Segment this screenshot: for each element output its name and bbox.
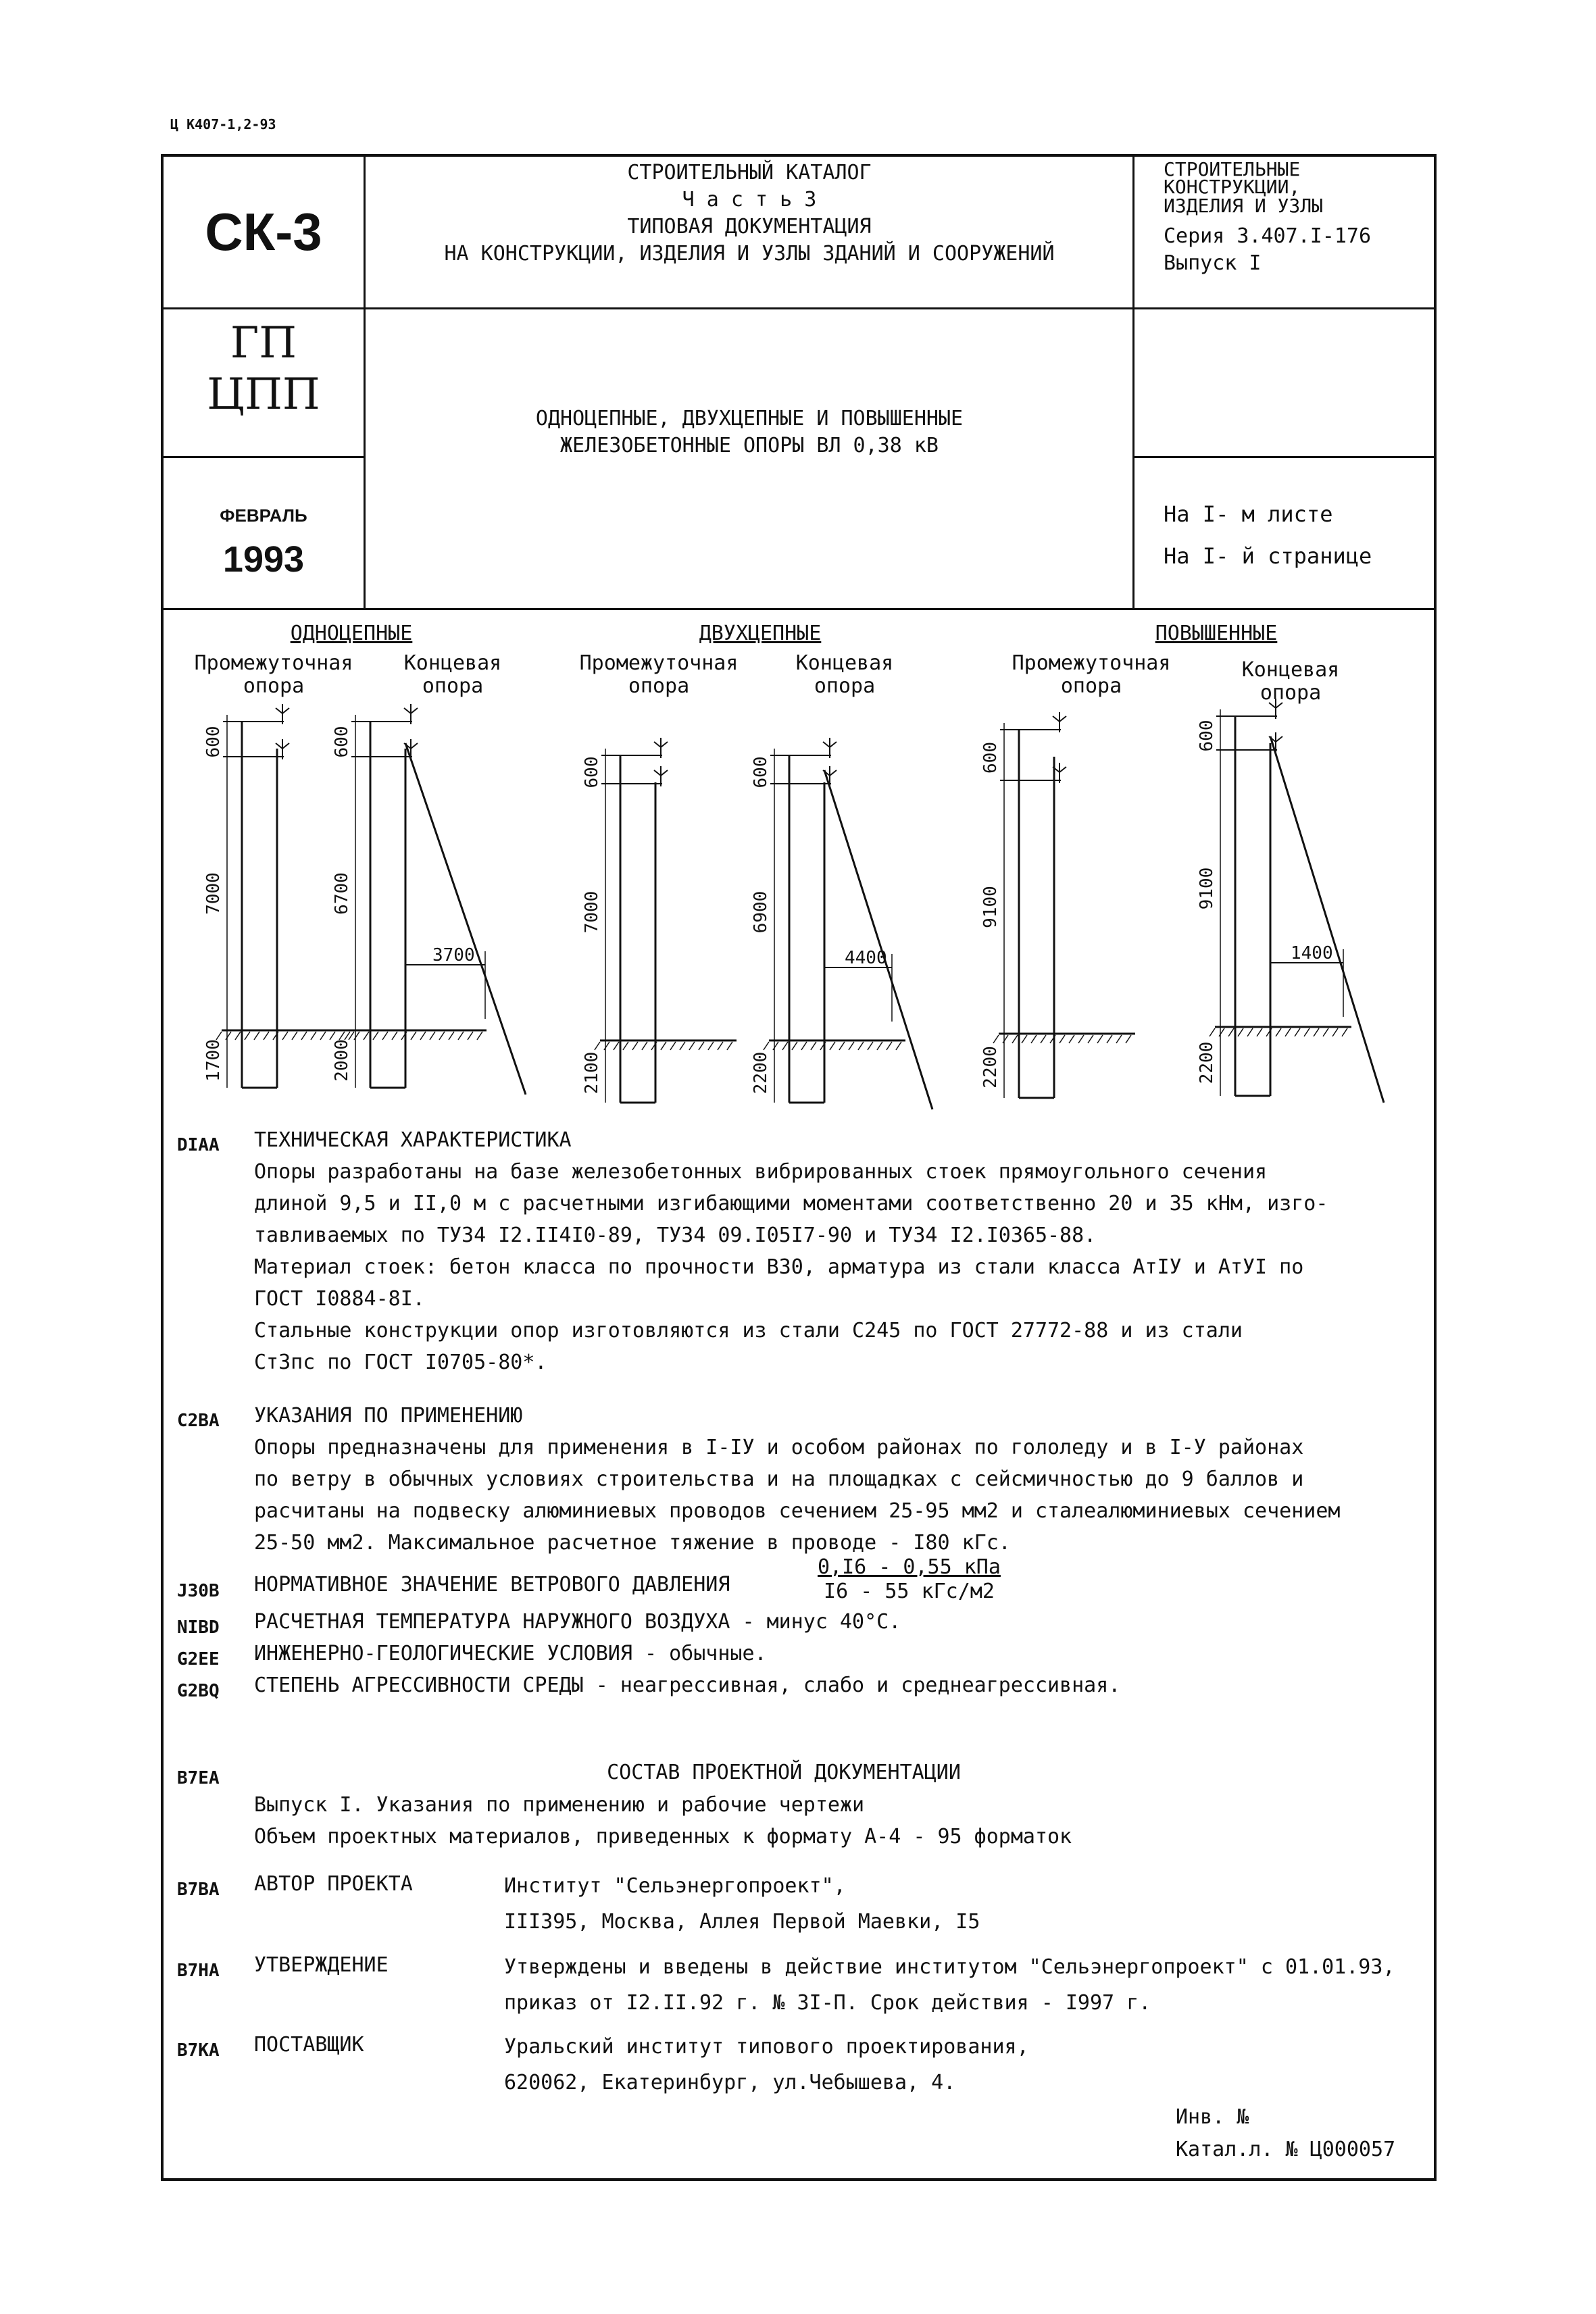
catalog-footer — [1176, 2101, 1395, 2166]
ground-hatch — [1210, 1028, 1215, 1036]
series-line: СТРОИТЕЛЬНЫЕ — [1164, 158, 1301, 180]
ground-hatch — [595, 1042, 600, 1050]
approval-label: УТВЕРЖДЕНИЕ — [254, 1953, 389, 1977]
ground-hatch — [1219, 1028, 1224, 1036]
ground-hatch — [792, 1042, 797, 1050]
code-geo: G2EE — [177, 1649, 220, 1669]
ground-hatch — [1003, 1035, 1008, 1043]
code-aggr: G2BQ — [177, 1681, 220, 1701]
ground-hatch — [877, 1042, 882, 1050]
group-title-single: ОДНОЦЕПНЫЕ — [290, 622, 413, 645]
code-composition: B7EA — [177, 1768, 220, 1788]
ground-hatch — [330, 1032, 335, 1040]
ground-hatch — [1116, 1035, 1122, 1043]
catalog-line: Ч а с т ь 3 — [682, 188, 817, 211]
text-line: 25-50 мм2. Максимальное расчетное тяжение в проводе - I80 кГс. — [254, 1531, 1011, 1555]
wind-title: НОРМАТИВНОЕ ЗНАЧЕНИЕ ВЕТРОВОГО ДАВЛЕНИЯ — [254, 1573, 730, 1596]
text-line: расчитаны на подвеску алюминиевых проводов сечением 25-95 мм2 и сталеалюминиевых сечением — [254, 1499, 1341, 1523]
text-line: ГОСТ I0884-8I. — [254, 1287, 425, 1311]
ground-hatch — [1304, 1028, 1310, 1036]
ground-hatch — [1285, 1028, 1291, 1036]
ground-hatch — [623, 1042, 628, 1050]
brace-dimension-label: 1400 — [1291, 943, 1333, 963]
height-dimension-label: 6900 — [751, 890, 771, 934]
supplier-label: ПОСТАВЩИК — [254, 2033, 364, 2057]
ground-hatch — [689, 1042, 695, 1050]
ground-hatch — [477, 1032, 482, 1040]
ground-hatch — [282, 1032, 288, 1040]
ground-hatch — [1097, 1035, 1103, 1043]
height-dimension-label: 7000 — [203, 872, 224, 915]
ground-hatch — [1257, 1028, 1262, 1036]
ground-hatch — [699, 1042, 704, 1050]
text-line: тавливаемых по ТУ34 I2.II4I0-89, ТУ34 09.I05I7-90 и ТУ34 I2.I0365-88. — [254, 1224, 1097, 1247]
ground-hatch — [632, 1042, 638, 1050]
ground-hatch — [811, 1042, 816, 1050]
ground-hatch — [292, 1032, 297, 1040]
section-title: УКАЗАНИЯ ПО ПРИМЕНЕНИЮ — [254, 1404, 523, 1428]
org-line: ЦПП — [207, 370, 320, 420]
depth-dimension-label: 2200 — [980, 1046, 1001, 1088]
depth-dimension-label: 2200 — [1197, 1041, 1217, 1084]
insulator-icon — [1276, 736, 1282, 742]
depth-dimension-label: 1700 — [203, 1039, 224, 1082]
insulator-icon — [1269, 703, 1276, 708]
text-line: Утверждены и введены в действие институтом "Сельэнергопроект" с 01.01.93, — [504, 1955, 1395, 1979]
ground-hatch — [1295, 1028, 1300, 1036]
ground-hatch — [1031, 1035, 1037, 1043]
catalog-line: СТРОИТЕЛЬНЫЙ КАТАЛОГ — [627, 161, 872, 184]
ground-hatch — [1247, 1028, 1253, 1036]
ground-hatch — [1314, 1028, 1319, 1036]
ground-hatch — [896, 1042, 901, 1050]
catalog-line: НА КОНСТРУКЦИИ, ИЗДЕЛИЯ И УЗЛЫ ЗДАНИЙ И СООРУЖЕНИЙ — [444, 242, 1055, 266]
insulator-icon — [276, 743, 282, 749]
height-dimension-label: 9100 — [1197, 867, 1217, 910]
series-line: ИЗДЕЛИЯ И УЗЛЫ — [1164, 195, 1324, 217]
insulator-icon — [830, 742, 837, 747]
text-line: Выпуск I. Указания по применению и рабочие чертежи — [254, 1793, 865, 1817]
top-dimension-label: 600 — [203, 726, 224, 758]
ground-hatch — [420, 1032, 426, 1040]
wind-fraction — [818, 1555, 1001, 1604]
insulator-icon — [276, 708, 282, 713]
year: 1993 — [222, 539, 305, 580]
code-temp: NIBD — [177, 1617, 220, 1638]
depth-dimension-label: 2000 — [332, 1039, 352, 1082]
ground-hatch — [468, 1032, 473, 1040]
ground-hatch — [782, 1042, 788, 1050]
ground-hatch — [1078, 1035, 1084, 1043]
ground-hatch — [226, 1032, 231, 1040]
group-title-double: ДВУХЦЕПНЫЕ — [699, 622, 822, 645]
strut-line — [1270, 736, 1384, 1103]
code-supplier: B7KA — [177, 2040, 220, 2061]
org-line: ГП — [230, 318, 297, 368]
top-dimension-label: 600 — [1197, 720, 1217, 752]
text-line: Опоры разработаны на базе железобетонных вибрированных стоек прямоугольного сечения — [254, 1160, 1268, 1184]
ground-hatch — [830, 1042, 835, 1050]
ground-hatch — [439, 1032, 445, 1040]
insulator-icon — [404, 708, 411, 713]
issue-number: Выпуск I — [1164, 251, 1262, 275]
insulator-icon — [661, 770, 668, 776]
caption-pole-6: Концевая опора — [1241, 658, 1340, 705]
ground-hatch — [373, 1032, 378, 1040]
top-dimension-label: 600 — [332, 726, 352, 758]
code-tech: DIAA — [177, 1135, 220, 1155]
series-line: КОНСТРУКЦИИ, — [1164, 176, 1301, 198]
ground-hatch — [661, 1042, 666, 1050]
sheet-line: На I- м листе — [1164, 501, 1333, 527]
ground-hatch — [773, 1042, 778, 1050]
series-number: Серия 3.407.I-176 — [1164, 224, 1372, 248]
section-tech — [254, 1124, 1416, 1378]
ground-hatch — [411, 1032, 416, 1040]
ground-hatch — [1126, 1035, 1131, 1043]
ground-hatch — [311, 1032, 316, 1040]
text-line: СтЗпс по ГОСТ I0705-80*. — [254, 1351, 547, 1374]
ground-hatch — [354, 1032, 359, 1040]
catalog-sheet-number: Катал.л. № Ц000057 — [1176, 2138, 1396, 2161]
text-line: Уральский институт типового проектирования, — [504, 2035, 1029, 2059]
code-author: B7BA — [177, 1880, 220, 1900]
insulator-icon — [1053, 716, 1059, 722]
caption-pole-1: Промежуточная опора — [194, 651, 353, 698]
approval-text — [504, 1949, 1423, 2021]
composition-title: СОСТАВ ПРОЕКТНОЙ ДОКУМЕНТАЦИИ — [607, 1761, 961, 1784]
composition-text — [254, 1789, 1416, 1853]
text-line: III395, Москва, Аллея Первой Маевки, I5 — [504, 1910, 980, 1934]
ground-hatch — [216, 1032, 222, 1040]
insulator-icon — [282, 743, 289, 749]
group-title-raised: ПОВЫШЕННЫЕ — [1155, 622, 1278, 645]
text-line: приказ от I2.II.92 г. № 3I-П. Срок действия - I997 г. — [504, 1991, 1151, 2015]
strut-line — [405, 743, 526, 1095]
inventory-number: Инв. № — [1176, 2105, 1249, 2129]
ground-hatch — [1332, 1028, 1338, 1036]
sk-label: СК-3 — [205, 202, 322, 261]
strut-line — [824, 770, 932, 1109]
ground-hatch — [245, 1032, 250, 1040]
ground-hatch — [708, 1042, 714, 1050]
height-dimension-label: 6700 — [332, 872, 352, 915]
ground-hatch — [604, 1042, 609, 1050]
ground-hatch — [364, 1032, 369, 1040]
top-dimension-label: 600 — [980, 742, 1001, 774]
author-label: АВТОР ПРОЕКТА — [254, 1872, 413, 1896]
title-line: ЖЕЛЕЗОБЕТОННЫЕ ОПОРЫ ВЛ 0,38 кВ — [560, 434, 939, 457]
ground-hatch — [449, 1032, 454, 1040]
caption-pole-4: Концевая опора — [795, 651, 894, 698]
text-line: длиной 9,5 и II,0 м с расчетными изгибающими моментами соответственно 20 и 35 кНм, изго- — [254, 1192, 1328, 1215]
ground-hatch — [718, 1042, 723, 1050]
text-line: Стальные конструкции опор изготовляются из стали С245 по ГОСТ 27772-88 и из стали — [254, 1319, 1243, 1342]
catalog-line: ТИПОВАЯ ДОКУМЕНТАЦИЯ — [627, 215, 872, 238]
ground-hatch — [1238, 1028, 1243, 1036]
ground-hatch — [849, 1042, 854, 1050]
ground-hatch — [458, 1032, 464, 1040]
text-line: Объем проектных материалов, приведенных к формату А-4 - 95 форматок — [254, 1825, 1072, 1848]
ground-hatch — [1107, 1035, 1112, 1043]
ground-hatch — [727, 1042, 732, 1050]
title-line: ОДНОЦЕПНЫЕ, ДВУХЦЕПНЫЕ И ПОВЫШЕННЫЕ — [535, 407, 964, 430]
ground-hatch — [801, 1042, 807, 1050]
ground-hatch — [993, 1035, 999, 1043]
geo-line: ИНЖЕНЕРНО-ГЕОЛОГИЧЕСКИЕ УСЛОВИЯ - обычные. — [254, 1642, 767, 1665]
ground-hatch — [887, 1042, 892, 1050]
insulator-icon — [823, 742, 830, 747]
text-line: Опоры предназначены для применения в I-IУ и особом районах по гололеду и в I-У районах — [254, 1436, 1304, 1459]
ground-hatch — [301, 1032, 307, 1040]
ground-hatch — [1012, 1035, 1018, 1043]
ground-hatch — [614, 1042, 619, 1050]
code-usage: C2BA — [177, 1411, 220, 1431]
sheet-line: На I- й странице — [1164, 543, 1372, 569]
ground-hatch — [1022, 1035, 1027, 1043]
ground-hatch — [1041, 1035, 1046, 1043]
ground-hatch — [1069, 1035, 1074, 1043]
height-dimension-label: 9100 — [980, 886, 1001, 928]
insulator-icon — [282, 708, 289, 713]
ground-hatch — [254, 1032, 259, 1040]
aggr-line: СТЕПЕНЬ АГРЕССИВНОСТИ СРЕДЫ - неагрессивная, слабо и среднеагрессивная. — [254, 1674, 1121, 1697]
ground-hatch — [430, 1032, 435, 1040]
poles-drawing — [0, 0, 1596, 1149]
insulator-icon — [661, 742, 668, 747]
code-approval: B7HA — [177, 1961, 220, 1981]
top-dimension-label: 600 — [582, 756, 602, 788]
wind-denominator: I6 - 55 кГс/м2 — [824, 1580, 995, 1603]
ground-hatch — [264, 1032, 269, 1040]
caption-pole-3: Промежуточная опора — [579, 651, 739, 698]
month: ФЕВРАЛЬ — [220, 505, 307, 526]
brace-dimension-label: 3700 — [432, 945, 475, 965]
ground-hatch — [858, 1042, 864, 1050]
ground-hatch — [839, 1042, 845, 1050]
ground-hatch — [642, 1042, 647, 1050]
ground-hatch — [320, 1032, 326, 1040]
wind-numerator: 0,I6 - 0,55 кПа — [818, 1555, 1001, 1579]
section-usage — [254, 1400, 1416, 1559]
ground-hatch — [670, 1042, 676, 1050]
depth-dimension-label: 2200 — [751, 1051, 771, 1095]
text-line: 620062, Екатеринбург, ул.Чебышева, 4. — [504, 2071, 956, 2094]
ground-hatch — [1342, 1028, 1347, 1036]
text-line: Институт "Сельэнергопроект", — [504, 1874, 846, 1898]
temp-line: РАСЧЕТНАЯ ТЕМПЕРАТУРА НАРУЖНОГО ВОЗДУХА - минус 40°С. — [254, 1610, 901, 1634]
code-wind: J30B — [177, 1581, 220, 1601]
insulator-icon — [411, 708, 418, 713]
ground-hatch — [392, 1032, 397, 1040]
supplier-text — [504, 2029, 1423, 2101]
author-text — [504, 1868, 1423, 1940]
ground-hatch — [1059, 1035, 1065, 1043]
brace-dimension-label: 4400 — [845, 948, 887, 968]
insulator-icon — [654, 770, 661, 776]
insulator-icon — [830, 770, 837, 776]
ground-hatch — [868, 1042, 873, 1050]
insulator-icon — [411, 743, 418, 749]
ground-hatch — [680, 1042, 685, 1050]
insulator-icon — [1059, 767, 1066, 772]
insulator-icon — [654, 742, 661, 747]
ground-hatch — [235, 1032, 241, 1040]
section-title: ТЕХНИЧЕСКАЯ ХАРАКТЕРИСТИКА — [254, 1128, 572, 1152]
text-line: по ветру в обычных условиях строительства и на площадках с сейсмичностью до 9 баллов и — [254, 1467, 1304, 1491]
height-dimension-label: 7000 — [582, 890, 602, 934]
ground-hatch — [1276, 1028, 1281, 1036]
insulator-icon — [1059, 716, 1066, 722]
ground-hatch — [1228, 1028, 1234, 1036]
ground-hatch — [1088, 1035, 1093, 1043]
text-line: Материал стоек: бетон класса по прочности В30, арматура из стали класса АтIУ и АтУI по — [254, 1255, 1304, 1279]
caption-pole-2: Концевая опора — [403, 651, 502, 698]
top-dimension-label: 600 — [751, 756, 771, 788]
ground-hatch — [339, 1032, 345, 1040]
ground-hatch — [764, 1042, 769, 1050]
ground-hatch — [382, 1032, 388, 1040]
caption-pole-5: Промежуточная опора — [1012, 651, 1171, 698]
depth-dimension-label: 2100 — [582, 1051, 602, 1095]
insulator-icon — [1276, 703, 1282, 708]
document-code: Ц К407-1,2-93 — [170, 116, 276, 132]
ground-hatch — [1323, 1028, 1328, 1036]
